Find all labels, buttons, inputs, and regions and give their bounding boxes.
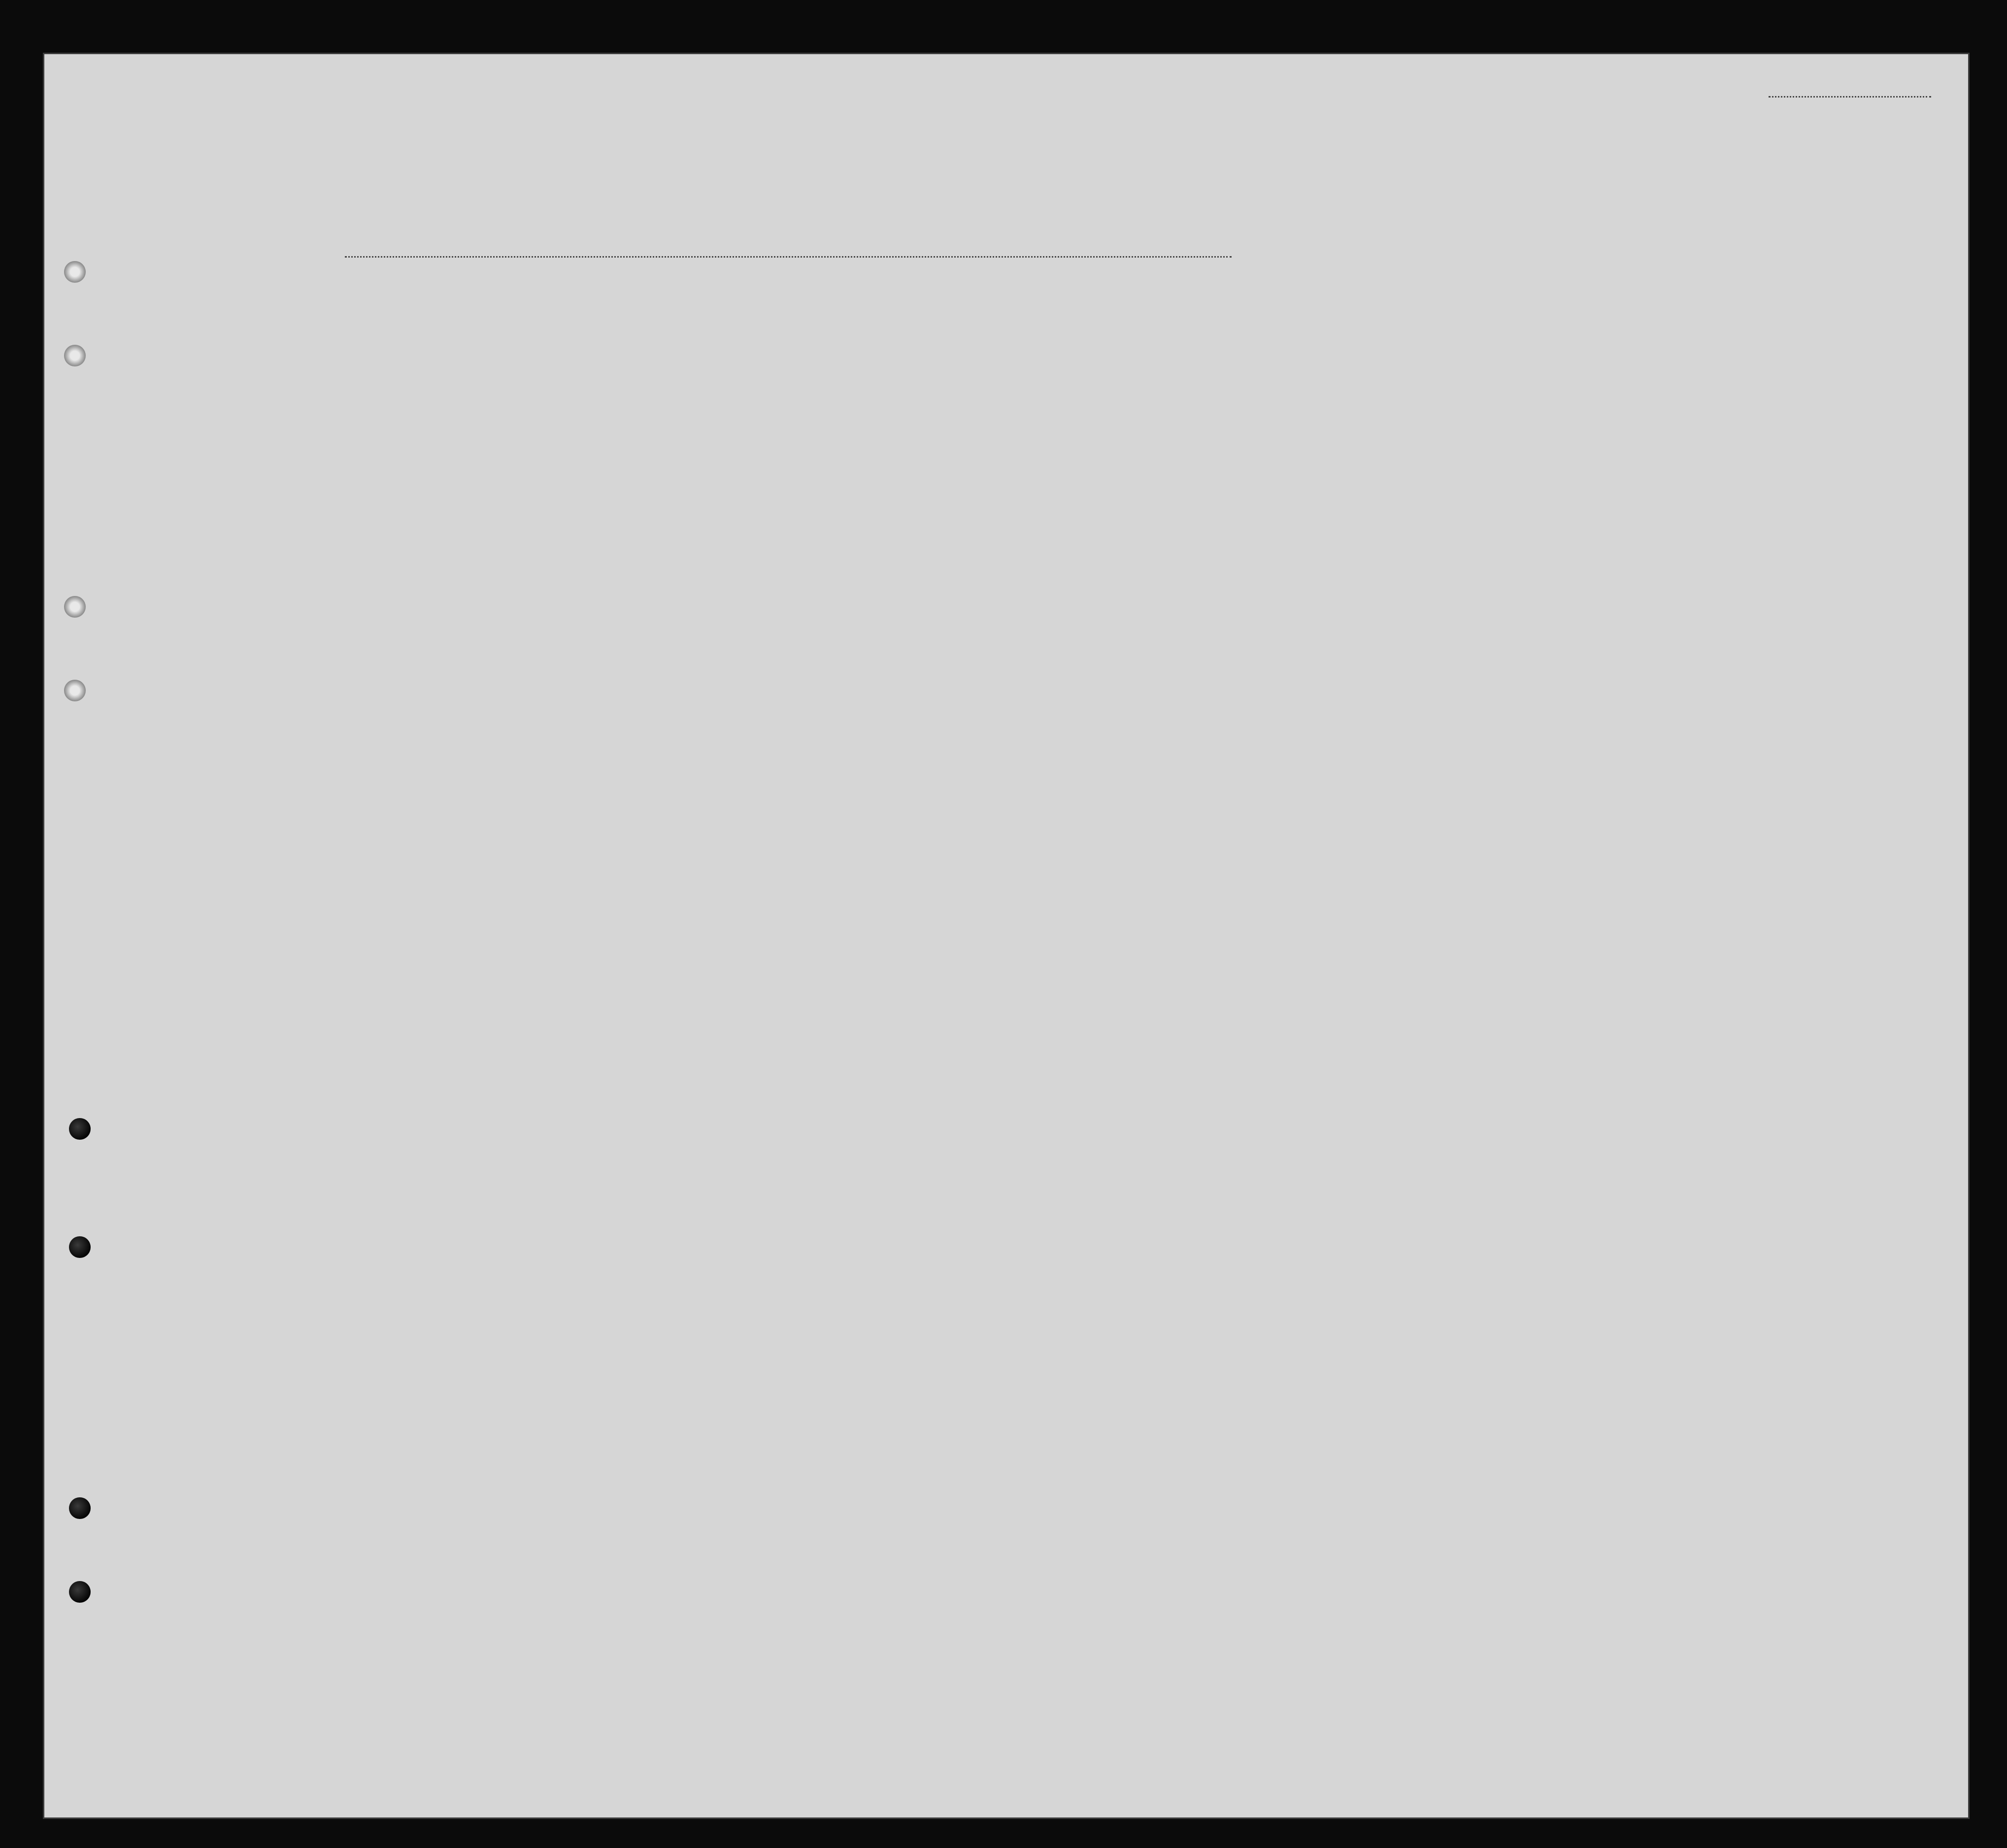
binder-hole-icon	[64, 261, 86, 283]
header-inches	[1658, 429, 1673, 483]
binder-hole-icon	[69, 1118, 91, 1140]
header-purpose-citizen	[1237, 345, 1264, 488]
binder-hole-icon	[64, 596, 86, 618]
header-purpose-return	[1161, 345, 1200, 488]
header-arrested	[1474, 320, 1494, 488]
binder-hole-icon	[64, 345, 86, 366]
header-ticket	[578, 320, 598, 488]
manifest-sheet	[44, 54, 1968, 1817]
header-overthrow	[1364, 320, 1413, 488]
header-labor-offer	[1417, 320, 1446, 488]
binder-hole-icon	[64, 680, 86, 701]
header-anarchist	[1340, 320, 1360, 488]
header-fifty-dollars	[703, 320, 733, 488]
header-purpose-length	[1205, 345, 1233, 488]
header-polygamist	[1317, 320, 1337, 488]
header-prison	[1274, 320, 1312, 488]
binder-hole-icon	[69, 1581, 91, 1603]
binder-hole-icon	[69, 1236, 91, 1258]
binder-hole-icon	[69, 1497, 91, 1519]
header-excluded	[1449, 320, 1469, 488]
header-feet	[1634, 429, 1648, 483]
ruled-grid	[44, 54, 1968, 1817]
